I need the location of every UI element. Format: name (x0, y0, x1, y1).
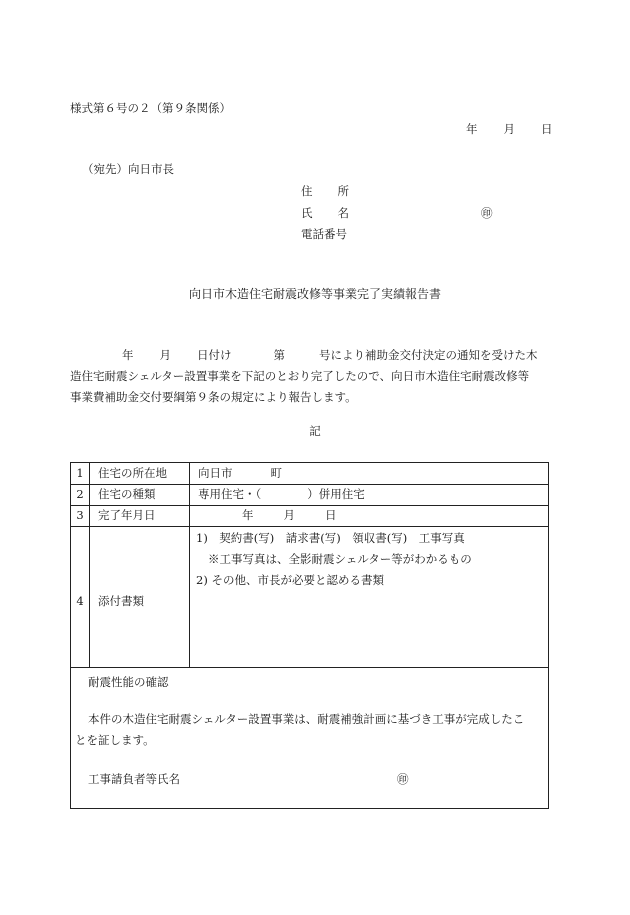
date-year-label: 年 (466, 122, 478, 136)
seismic-confirm-text-2: とを証します。 (75, 733, 155, 747)
body-paragraph (70, 345, 557, 408)
seismic-confirm-text-1: 本件の木造住宅耐震シェルター設置事業は、耐震補強計画に基づき工事が完成したこ (88, 712, 525, 726)
applicant-tel-row (301, 226, 501, 240)
body-year: 年 (122, 348, 134, 362)
body-month: 月 (159, 348, 171, 362)
value-completion-date (242, 510, 337, 522)
label-completion-date: 完了年月日 (98, 508, 156, 522)
body-line1-rest: 号により補助金交付決定の通知を受けた木 (319, 348, 538, 362)
label-location: 住宅の所在地 (98, 466, 167, 480)
body-line-1 (89, 345, 557, 366)
row-number-4: 4 (76, 594, 84, 608)
contractor-seal-mark: ㊞ (397, 772, 409, 786)
date-line (466, 124, 558, 136)
seal-mark: ㊞ (481, 206, 493, 220)
body-line-2: 造住宅耐震シェルター設置事業を下記のとおり完了したので、向日市木造住宅耐震改修等 (70, 369, 530, 383)
applicant-name-row (301, 205, 501, 219)
body-date-suffix: 日付け (197, 348, 232, 362)
report-table (70, 462, 549, 809)
applicant-address-row (301, 183, 501, 197)
name-label: 氏 名 (301, 206, 349, 220)
seismic-confirm-heading: 耐震性能の確認 (88, 675, 169, 689)
body-line-3: 事業費補助金交付要綱第９条の規定により報告します。 (70, 390, 357, 404)
row-number-1: 1 (76, 466, 84, 480)
addressee: （宛先）向日市長 (82, 162, 174, 176)
value-location-town: 町 (270, 466, 282, 480)
label-attachments: 添付書類 (98, 594, 144, 608)
value-location-city: 向日市 (198, 466, 233, 480)
date-month-label: 月 (503, 122, 515, 136)
contractor-name-label: 工事請負者等氏名 (88, 772, 180, 786)
attachment-item-2: 2) その他、市長が必要と認める書類 (196, 573, 384, 587)
completion-year: 年 (242, 508, 254, 522)
date-day-label: 日 (541, 122, 553, 136)
completion-month: 月 (283, 508, 295, 522)
attachment-photo-note: ※工事写真は、全影耐震シェルター等がわかるもの (208, 552, 472, 566)
tel-label: 電話番号 (301, 227, 347, 241)
ki-marker: 記 (309, 424, 321, 438)
label-house-type: 住宅の種類 (98, 487, 156, 501)
body-dai: 第 (273, 348, 285, 362)
row-number-3: 3 (76, 508, 84, 522)
document-title: 向日市木造住宅耐震改修等事業完了実績報告書 (188, 287, 441, 301)
completion-day: 日 (325, 508, 337, 522)
value-location (198, 468, 282, 480)
value-house-type: 専用住宅・（ ）併用住宅 (198, 487, 365, 501)
attachment-item-1: 1) 契約書(写) 請求書(写) 領収書(写) 工事写真 (196, 531, 465, 545)
row-number-2: 2 (76, 487, 84, 501)
form-number-label: 様式第６号の２（第９条関係） (70, 101, 231, 115)
address-label: 住 所 (301, 184, 349, 198)
